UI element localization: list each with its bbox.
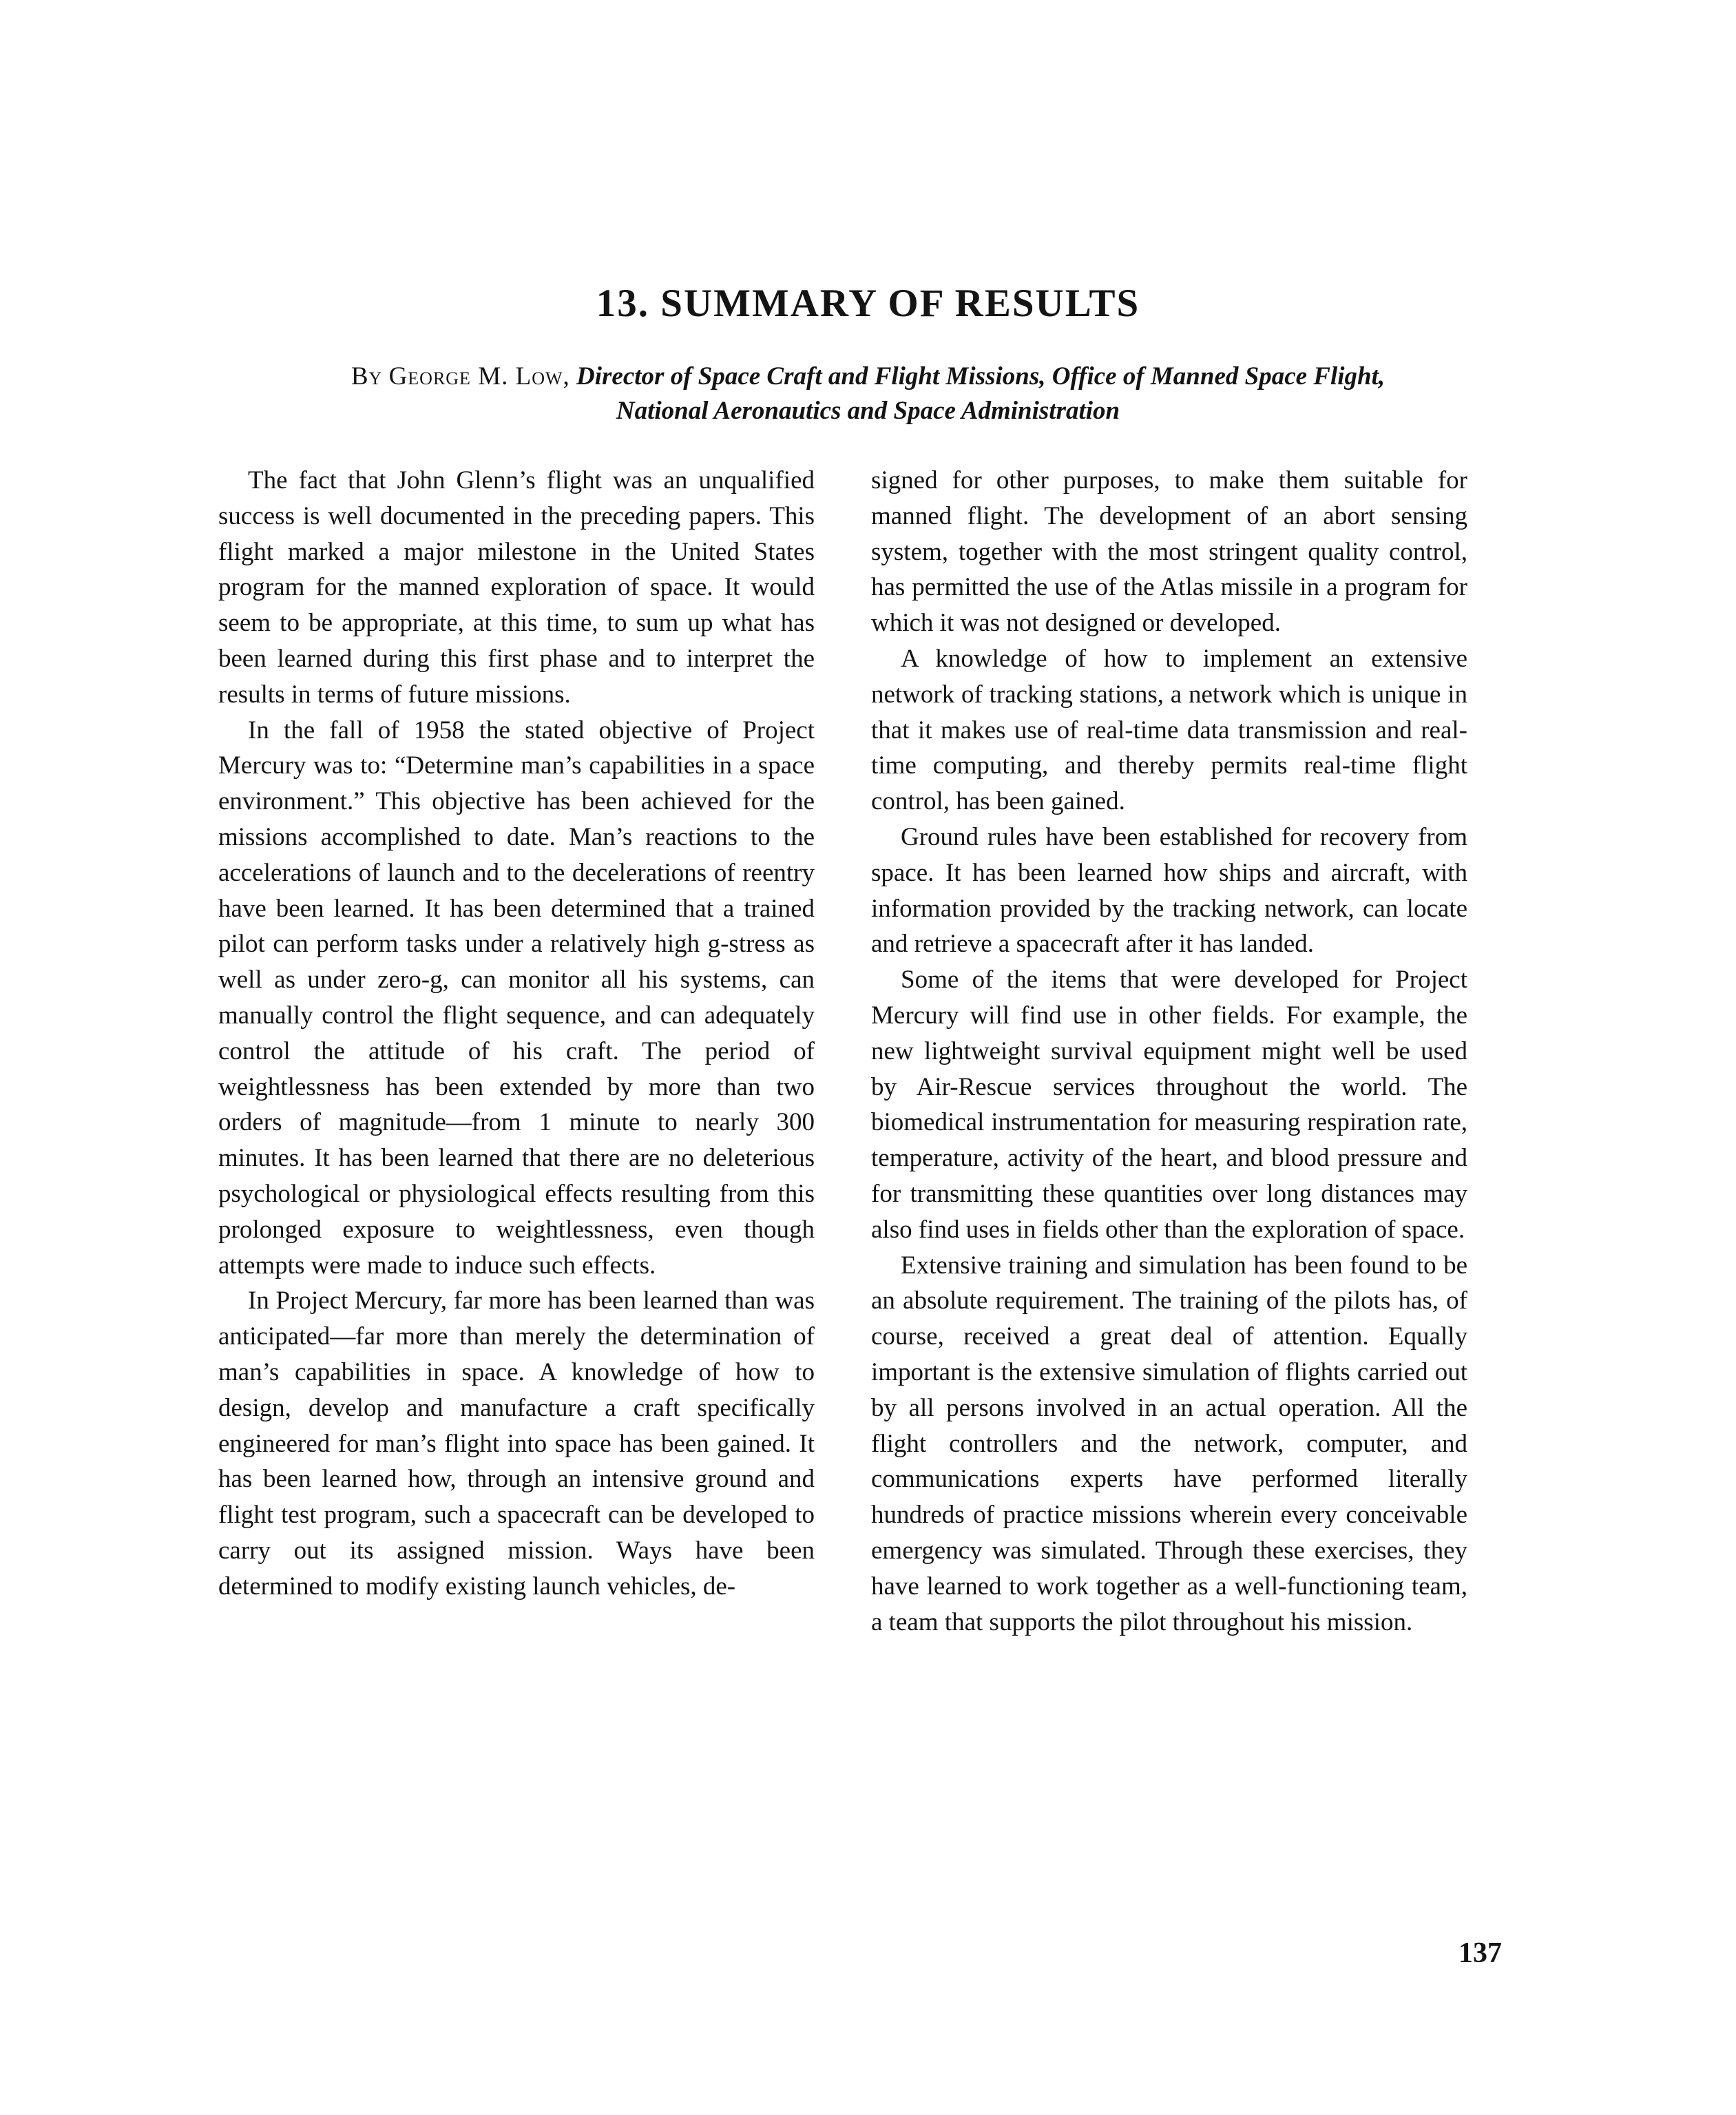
page-number: 137 bbox=[1458, 1937, 1502, 1969]
paragraph-continued: signed for other purposes, to make them suitable for manned flight. The development of an abort sensing system, together with the most stringent quality control, has permitted the use of the Atlas missile in a program for which it was not designed or developed. bbox=[871, 466, 1467, 638]
paragraph: A knowledge of how to implement an extensive network of tracking stations, a network which is unique in that it makes use of real-time data transmission and real-time computing, and thereby permits real-time flight control, has been gained. bbox=[871, 644, 1467, 816]
right-column bbox=[871, 463, 1467, 1640]
paragraph: The fact that John Glenn’s flight was an unqualified success is well documented in the preceding papers. This flight marked a major milestone in the United States program for the manned exploration of space. It would seem to be appropriate, at this time, to sum up what has been learned during this first phase and to interpret the results in terms of future missions. bbox=[218, 466, 815, 709]
paragraph: Ground rules have been established for recovery from space. It has been learned how ships and aircraft, with information provided by the tracking network, can locate and retrieve a spacecraft after it has landed. bbox=[871, 822, 1467, 959]
byline bbox=[172, 360, 1564, 428]
paragraph: In the fall of 1958 the stated objective of Project Mercury was to: “Determine man’s capabilities in a space environment.” This objective has been achieved for the missions accomplished to date. Man’s reactions to the accelerations of launch and to the decelerations of reentry have been learned. It has been determined that a trained pilot can perform tasks under a relatively high g-stress as well as under zero-g, can monitor all his systems, can manually control the flight sequence, and can adequately control the attitude of his craft. The period of weightlessness has been extended by more than two orders of magnitude—from 1 minute to nearly 300 minutes. It has been learned that there are no deleterious psychological or physiological effects resulting from this prolonged exposure to weightlessness, even though attempts were made to induce such effects. bbox=[218, 716, 815, 1280]
paragraph: Extensive training and simulation has been found to be an absolute requirement. The training of the pilots has, of course, received a great deal of attention. Equally important is the extensive simulation of flights carried out by all persons involved in an actual operation. All the flight controllers and the network, computer, and communications experts have performed literally hundreds of practice missions wherein every conceivable emergency was simulated. Through these exercises, they have learned to work together as a well-functioning team, a team that supports the pilot throughout his mission. bbox=[871, 1251, 1467, 1636]
byline-role-line-2: National Aeronautics and Space Administration bbox=[616, 397, 1120, 425]
left-column bbox=[218, 463, 815, 1605]
section-title: 13. SUMMARY OF RESULTS bbox=[596, 282, 1140, 325]
paragraph: Some of the items that were developed for Project Mercury will find use in other fields. For example, the new lightweight survival equipment might well be used by Air-Rescue services throughout the world. The biomedical instrumentation for measuring respiration rate, temperature, activity of the heart, and blood pressure and for transmitting these quantities over long distances may also find uses in fields other than the exploration of space. bbox=[871, 966, 1467, 1244]
byline-author: George M. Low, bbox=[388, 362, 570, 390]
byline-by: By bbox=[351, 362, 383, 390]
paragraph: In Project Mercury, far more has been learned than was anticipated—far more than merely the determination of man’s capabilities in space. A knowledge of how to design, develop and manufacture a craft specifically engineered for man’s flight into space has been gained. It has been learned how, through an intensive ground and flight test program, such a spacecraft can be developed to carry out its assigned mission. Ways have been determined to modify existing launch vehicles, de- bbox=[218, 1286, 815, 1601]
byline-role-line-1: Director of Space Craft and Flight Missions, Office of Manned Space Flight, bbox=[576, 362, 1385, 390]
